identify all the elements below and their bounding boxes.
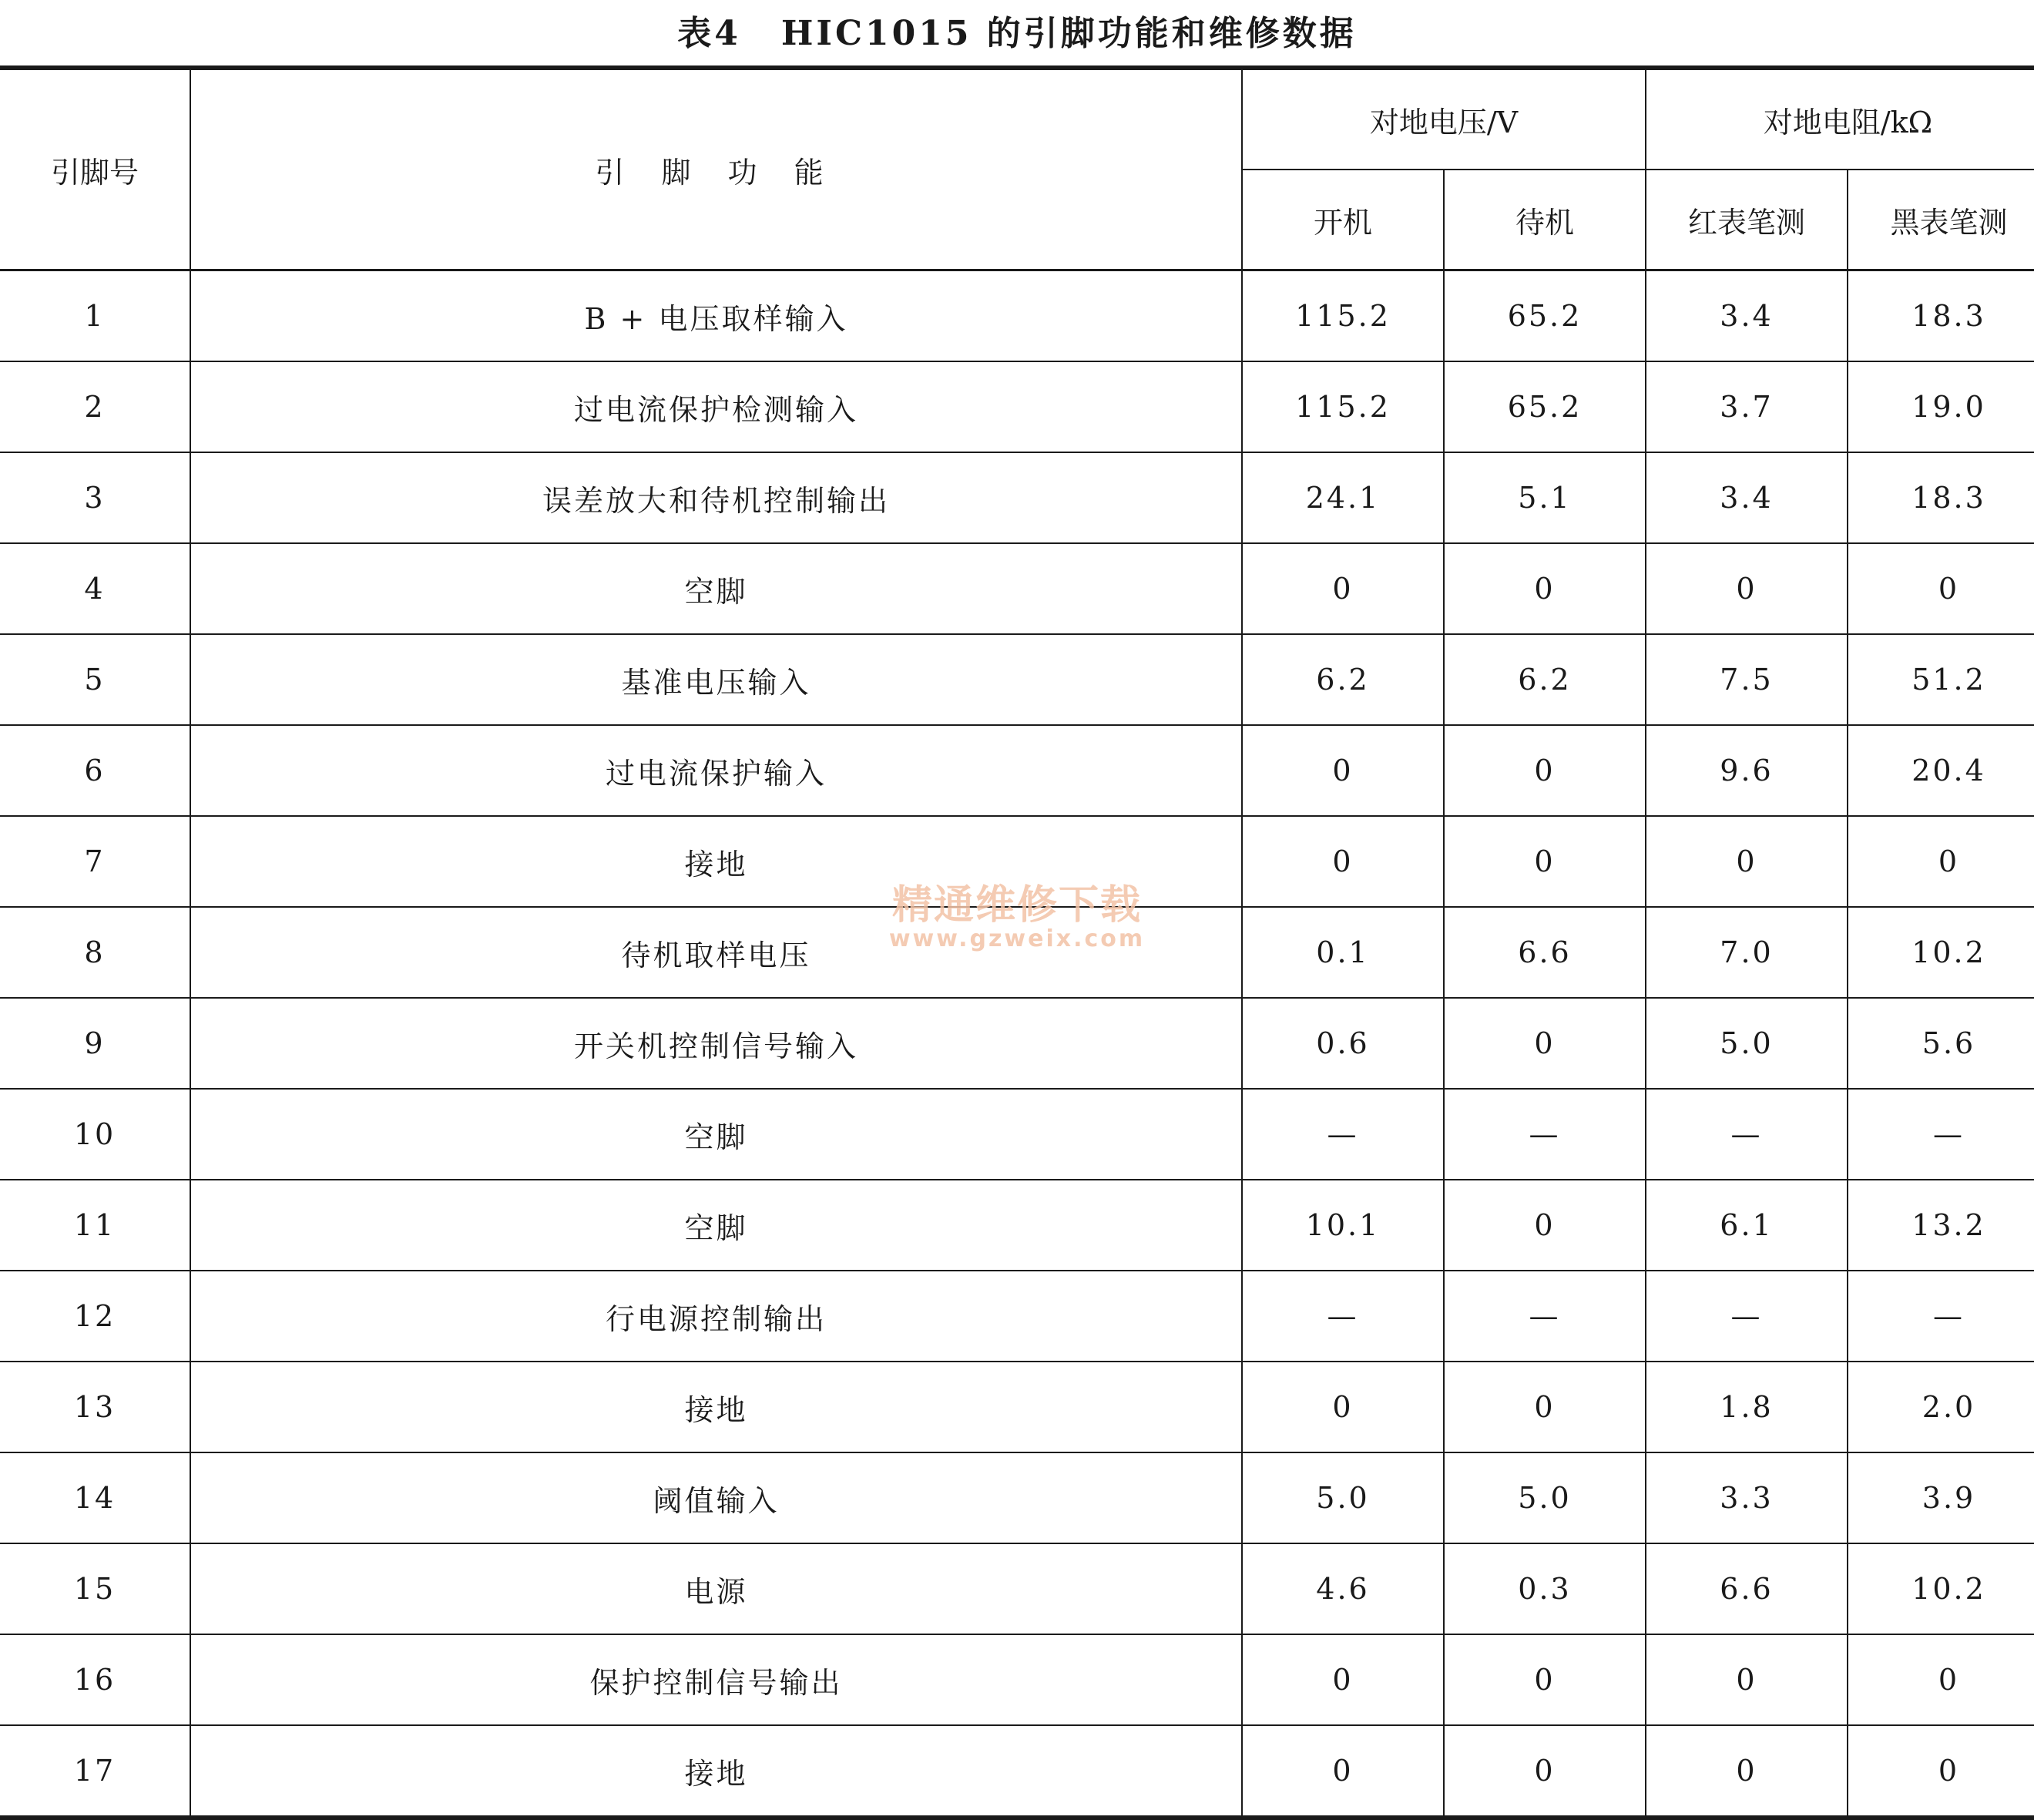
cell-pin-function: 保护控制信号输出 [190,1634,1242,1725]
header-pin-number: 引脚号 [0,68,190,270]
cell-pin-number: 2 [0,361,190,452]
cell-pin-function: 空脚 [190,543,1242,634]
table-row [0,1362,2034,1452]
cell-resistance-black: 51.2 [1848,634,2034,725]
cell-voltage-standby: 6.6 [1444,907,1646,998]
table-row [0,361,2034,452]
cell-pin-function: 误差放大和待机控制输出 [190,452,1242,543]
cell-voltage-standby: 0.3 [1444,1543,1646,1634]
table-row [0,270,2034,362]
cell-resistance-red: 3.3 [1646,1452,1848,1543]
cell-pin-number: 8 [0,907,190,998]
table-row [0,1725,2034,1818]
cell-pin-function: 待机取样电压 [190,907,1242,998]
cell-resistance-black: 19.0 [1848,361,2034,452]
table-row [0,634,2034,725]
cell-voltage-on: 0 [1242,1362,1444,1452]
cell-pin-number: 14 [0,1452,190,1543]
cell-resistance-black: 5.6 [1848,998,2034,1089]
cell-pin-number: 6 [0,725,190,816]
cell-pin-function: 过电流保护检测输入 [190,361,1242,452]
cell-voltage-standby: 65.2 [1444,361,1646,452]
cell-pin-function: 基准电压输入 [190,634,1242,725]
cell-resistance-red: 0 [1646,543,1848,634]
cell-pin-function: 接地 [190,1362,1242,1452]
cell-resistance-red: 9.6 [1646,725,1848,816]
cell-voltage-standby: 0 [1444,1634,1646,1725]
cell-resistance-black: 18.3 [1848,452,2034,543]
cell-pin-function: 开关机控制信号输入 [190,998,1242,1089]
cell-voltage-on: 115.2 [1242,270,1444,362]
cell-pin-number: 15 [0,1543,190,1634]
cell-voltage-on: 0 [1242,543,1444,634]
table-title: HIC1015 的引脚功能和维修数据 [780,14,1357,53]
cell-resistance-red: 3.7 [1646,361,1848,452]
header-standby: 待机 [1444,170,1646,270]
cell-resistance-red: 0 [1646,816,1848,907]
cell-voltage-standby: 0 [1444,543,1646,634]
cell-voltage-on: 0 [1242,816,1444,907]
cell-voltage-on: 5.0 [1242,1452,1444,1543]
table-row [0,907,2034,998]
table-row [0,543,2034,634]
cell-pin-function: 空脚 [190,1180,1242,1271]
cell-resistance-red: 0 [1646,1725,1848,1818]
table-row [0,1543,2034,1634]
cell-resistance-black: 0 [1848,1725,2034,1818]
cell-resistance-black: 13.2 [1848,1180,2034,1271]
table-number: 表4 [677,14,741,53]
table-row [0,816,2034,907]
cell-voltage-standby: 5.1 [1444,452,1646,543]
cell-pin-function: 过电流保护输入 [190,725,1242,816]
watermark-text: 精通维修下载 [891,882,1142,928]
cell-voltage-on: 24.1 [1242,452,1444,543]
cell-voltage-on: 0 [1242,1634,1444,1725]
cell-voltage-on: 0 [1242,1725,1444,1818]
header-resistance-group: 对地电阻/kΩ [1646,68,2034,170]
cell-pin-function: 阈值输入 [190,1452,1242,1543]
table-row [0,452,2034,543]
cell-resistance-red: — [1646,1089,1848,1180]
table-row [0,725,2034,816]
cell-resistance-black: 0 [1848,543,2034,634]
cell-resistance-red: 7.5 [1646,634,1848,725]
table-row [0,1089,2034,1180]
header-red-probe: 红表笔测 [1646,170,1848,270]
header-black-probe: 黑表笔测 [1848,170,2034,270]
cell-pin-number: 3 [0,452,190,543]
cell-pin-function: 行电源控制输出 [190,1271,1242,1362]
cell-pin-function: 空脚 [190,1089,1242,1180]
table-row [0,1271,2034,1362]
cell-voltage-standby: 0 [1444,816,1646,907]
cell-resistance-red: 6.6 [1646,1543,1848,1634]
cell-resistance-black: 18.3 [1848,270,2034,362]
cell-voltage-on: 10.1 [1242,1180,1444,1271]
cell-resistance-black: — [1848,1271,2034,1362]
table-row [0,1180,2034,1271]
cell-resistance-red: 1.8 [1646,1362,1848,1452]
cell-voltage-standby: 0 [1444,1725,1646,1818]
cell-pin-number: 10 [0,1089,190,1180]
cell-voltage-on: 6.2 [1242,634,1444,725]
cell-resistance-red: 7.0 [1646,907,1848,998]
cell-pin-function: 电源 [190,1543,1242,1634]
cell-pin-function: B + 电压取样输入 [190,270,1242,362]
header-pin-function: 引 脚 功 能 [190,68,1242,270]
cell-voltage-standby: 5.0 [1444,1452,1646,1543]
cell-voltage-standby: 6.2 [1444,634,1646,725]
table-body [0,270,2034,1818]
cell-pin-number: 17 [0,1725,190,1818]
cell-resistance-black: 10.2 [1848,907,2034,998]
cell-pin-number: 1 [0,270,190,362]
cell-pin-number: 5 [0,634,190,725]
table-row [0,1634,2034,1725]
cell-voltage-on: 4.6 [1242,1543,1444,1634]
cell-pin-function: 接地 [190,816,1242,907]
cell-voltage-standby: — [1444,1089,1646,1180]
cell-resistance-black: — [1848,1089,2034,1180]
table-row [0,1452,2034,1543]
cell-resistance-black: 0 [1848,816,2034,907]
cell-pin-number: 4 [0,543,190,634]
cell-voltage-standby: 0 [1444,1362,1646,1452]
cell-voltage-standby: 0 [1444,725,1646,816]
cell-pin-number: 16 [0,1634,190,1725]
cell-voltage-on: 0 [1242,725,1444,816]
pin-data-table [0,65,2034,1820]
cell-resistance-red: 3.4 [1646,270,1848,362]
cell-voltage-on: 115.2 [1242,361,1444,452]
cell-voltage-on: 0.6 [1242,998,1444,1089]
cell-voltage-on: — [1242,1089,1444,1180]
cell-pin-number: 7 [0,816,190,907]
cell-voltage-on: — [1242,1271,1444,1362]
cell-voltage-standby: — [1444,1271,1646,1362]
cell-resistance-black: 20.4 [1848,725,2034,816]
cell-pin-number: 13 [0,1362,190,1452]
cell-resistance-red: — [1646,1271,1848,1362]
cell-pin-number: 12 [0,1271,190,1362]
cell-resistance-red: 5.0 [1646,998,1848,1089]
cell-resistance-red: 3.4 [1646,452,1848,543]
cell-resistance-black: 3.9 [1848,1452,2034,1543]
header-voltage-group: 对地电压/V [1242,68,1646,170]
cell-voltage-standby: 0 [1444,998,1646,1089]
cell-resistance-black: 0 [1848,1634,2034,1725]
cell-resistance-red: 0 [1646,1634,1848,1725]
cell-pin-function: 接地 [190,1725,1242,1818]
cell-resistance-black: 2.0 [1848,1362,2034,1452]
cell-voltage-standby: 0 [1444,1180,1646,1271]
header-power-on: 开机 [1242,170,1444,270]
cell-resistance-black: 10.2 [1848,1543,2034,1634]
cell-resistance-red: 6.1 [1646,1180,1848,1271]
cell-voltage-standby: 65.2 [1444,270,1646,362]
watermark-url: www.gzweix.com [888,925,1146,952]
cell-pin-number: 11 [0,1180,190,1271]
table-caption [0,0,2034,60]
cell-pin-number: 9 [0,998,190,1089]
table-row [0,998,2034,1089]
cell-voltage-on: 0.1 [1242,907,1444,998]
